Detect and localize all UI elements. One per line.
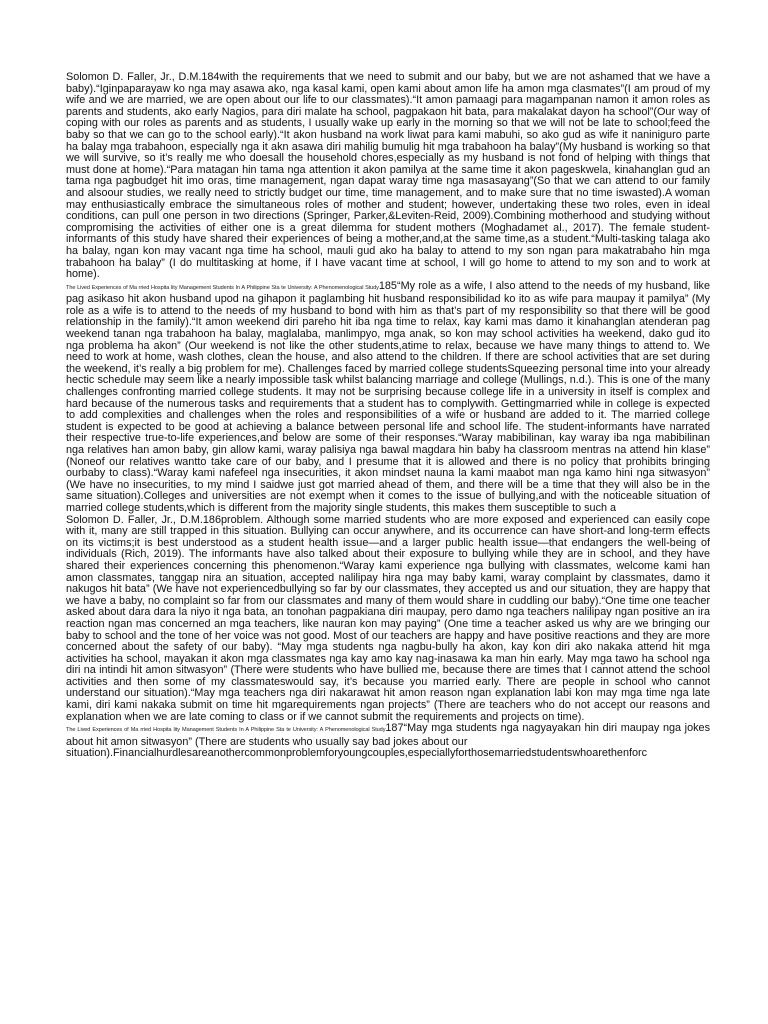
title-running-head: The Lived Experiences of Ma rried Hospita lity Management Students In A Philippine Sta te University: A Phenomenological Study (66, 727, 386, 734)
body-text: with the requirements that we need to submit and our baby, but we are not ashamed that we have a baby).“Iginpaparayaw ko nga may asawa ako, nga kasal kami, open kami about amon life ha amon mga clasmates”(I am proud of my wife and we are married, we are open about our life to our classmates).“It amon pamaagi para magampanan namon it amon roles as parents and students, ako early Nagios, para diri malate ha school, pagpakaon hit bata, para makalakat dayon ha school”(Our way of coping with our roles as parents and as students, I usually wake up early in the morning so that we will not be late to school;feed the baby so that we can go to the school early).“It akon husband na work liwat para kami mabuhi, so ako gud as wife it naniniguro parte ha balay mga trabahoon, especially nga it akn asawa diri mahilig bumulig hit mga trabahoon ha balay”(My husband is working so that we will survive, so it’s really me who doesall the household chores,especially as my husband is not fond of helping with things that must done at home).“Para matagan hin tama nga attention it akon pamilya at the same time it akon pageskwela, kinahanglan gud an tama nga pagbudget hit imo oras, time management, ngan dapat waray time nga masasayang”(So that we can attend to our family and alsoour studies, we really need to strictly budget our time, time management, and to make sure that no time iswasted).A woman may enthusiastically embrace the simultaneous roles of mother and student; however, undertaking these two roles, even in ideal conditions, can pull one person in two directions (Springer, Parker,&Leviten-Reid, 2009).Combining motherhood and studying without compromising the activities of either one is a great dilemma for student mothers (Moghadamet al., 2017). The female student-informants of this study have shared their experiences of being a mother,and,at the same time,as a student.“Multi-tasking talaga ako ha balay, ngan kon may vacant nga time ha school, mauli gud ako ha balay to attend to my son ngan para makatrabaho hin mga trabahoon ha balay” (I do multitasking at home, if I have vacant time at school, I will go home to attend to my son and to work at home). (66, 72, 710, 281)
text-block-page-185 (66, 281, 710, 515)
author-running-head: Solomon D. Faller, Jr., D.M. (66, 72, 202, 83)
page-number: 187 (385, 722, 404, 735)
author-running-head: Solomon D. Faller, Jr., D.M. (66, 513, 203, 526)
text-block-page-184 (66, 72, 710, 281)
body-text: “My role as a wife, I also attend to the needs of my husband, like pag asikaso hit akon husband upod na gihapon it paglambing hit husband responsibilidad ko ito as wife para maupay it pamilya” (My role as a wife is to attend to the needs of my husband to bond with him as that’s part of my responsibility so that there will be good relationship in the family).“It amon weekend diri pareho hit iba nga time to relax, kay kami mas damo it kinahanglan atenderan pag weekend tanan nga trabahoon ha balay, maglalaba, manlimpyo, mga anak, so kon may school activities ha weekend, dako gud ito nga problema ha akon” (Our weekend is not like the other students,atime to relax, because we have many things to attend to. We need to work at home, wash clothes, clean the house, and also attend to the children. If there are school activities that are set during the weekend, it’s really a big problem for me). Challenges faced by married college studentsSqueezing personal time into your already hectic schedule may seem like a nearly impossible task whilst balancing marriage and college (Mullings, n.d.). This is one of the many challenges confronting married college students. It may not be surprising because college life in a university in itself is complex and hard because of the numerous tasks and requirements that a student has to complywith. Gettingmarried while in college is expected to add complexities and challenges when the roles and responsibilities of a wife or husband are added to it. The married college student is expected to be good at achieving a balance between personal life and school life. The student-informants have narrated their respective true-to-life experiences,and below are some of their responses.“Waray mabibilinan, kay waray iba nga mabibilinan nga relatives han amon baby, gin allow kami, waray palisiya nga bawal magdara hin baby ha classroom mentras na attend hin klase” (Noneof our relatives wantto take care of our baby, and I presume that it is allowed and there is no policy that prohibits bringing ourbaby to class).“Waray kami nafefeel nga insecurities, it akon mindset nauna la kami maabot man nga kamo hini nga sitwasyon” (We have no insecurities, to my mind I saidwe just got married ahead of them, and there will be a time that they will also be in the same situation).Colleges and universities are not exempt when it comes to the issue of bullying,and with the noticeable situation of married college students,which is different from the majority single students, this makes them susceptible to such a (66, 279, 710, 514)
title-running-head: The Lived Experiences of Ma rried Hospita lity Management Students In A Philippine Sta te University: A Phenomenological Study (66, 284, 379, 291)
text-block-page-187 (66, 723, 710, 748)
body-text: “May mga students nga nagyayakan hin diri maupay nga jokes about hit amon sitwasyon” (There are students who usually say bad jokes about our (66, 722, 710, 748)
final-overflow-line: situation).Financialhurdlesareanothercommonproblemforyoungcouples,especiallyforthosemarriedstudentswhoarethenforc (66, 747, 648, 760)
text-block-page-186 (66, 515, 710, 724)
page-number: 186 (202, 513, 221, 526)
body-text: problem. Although some married students who are more exposed and experienced can easily cope with it, many are still trapped in this situation. Bullying can occur anywhere, and its occurrence can have short-and long-term effects on its victims;it is best understood as a student health issue—and a larger public health issue—that endangers the well-being of individuals (Rich, 2019). The informants have also talked about their exposure to bullying while they are in school, and they have shared their experiences concerning this phenomenon.“Waray kami experience nga bullying with classmates, welcome kami han amon classmates, tanggap nira an situation, accepted nalilipay hira nga may baby kami, waray complaint by classmates, damo it nakugos hit bata” (We have not experiencedbullying so far by our classmates, they accepted us and our situation, they are happy that we have a baby, no complaint so far from our classmates and many of them would share in cuddling our baby).“One time one teacher asked about dara dara la niyo it nga bata, an tonohan pagpakiana diri maupay, pero damo nga teachers nalilipay ngan positive an ira reaction ngan mas concerned an mga teachers, like nauran kon may paying” (One time a teacher asked us why are we bringing our baby to school and the tone of her voice was not good. Most of our teachers are happy and have positive reactions and they are more concerned about the safety of our baby). “May mga students nga nagbu-bully ha akon, kay kon diri ako nakaka attend hit mga activities ha school, mayakan it akon mga classmates nga kay amo kay nag-inasawa ka man hin early. May mga tawo ha school nga diri na intindi hit amon sitwasyon” (There were students who have bullied me, because there are times that I cannot attend the school activities and then some of my classmateswould say, it’s because you married early. There are people in school who cannot understand our situation).“May mga teachers nga diri nakarawat hit amon reason ngan explanation labi kon may mga time nga late kami, diri kami nakaka submit on time hit mgarequirements ngan projects” (There are teachers who do not accept our reasons and explanation when we are late coming to class or if we cannot submit the requirements and projects on time). (66, 513, 710, 723)
page-number: 185 (378, 279, 397, 292)
page-number: 184 (201, 72, 220, 83)
document-page (66, 72, 710, 1012)
